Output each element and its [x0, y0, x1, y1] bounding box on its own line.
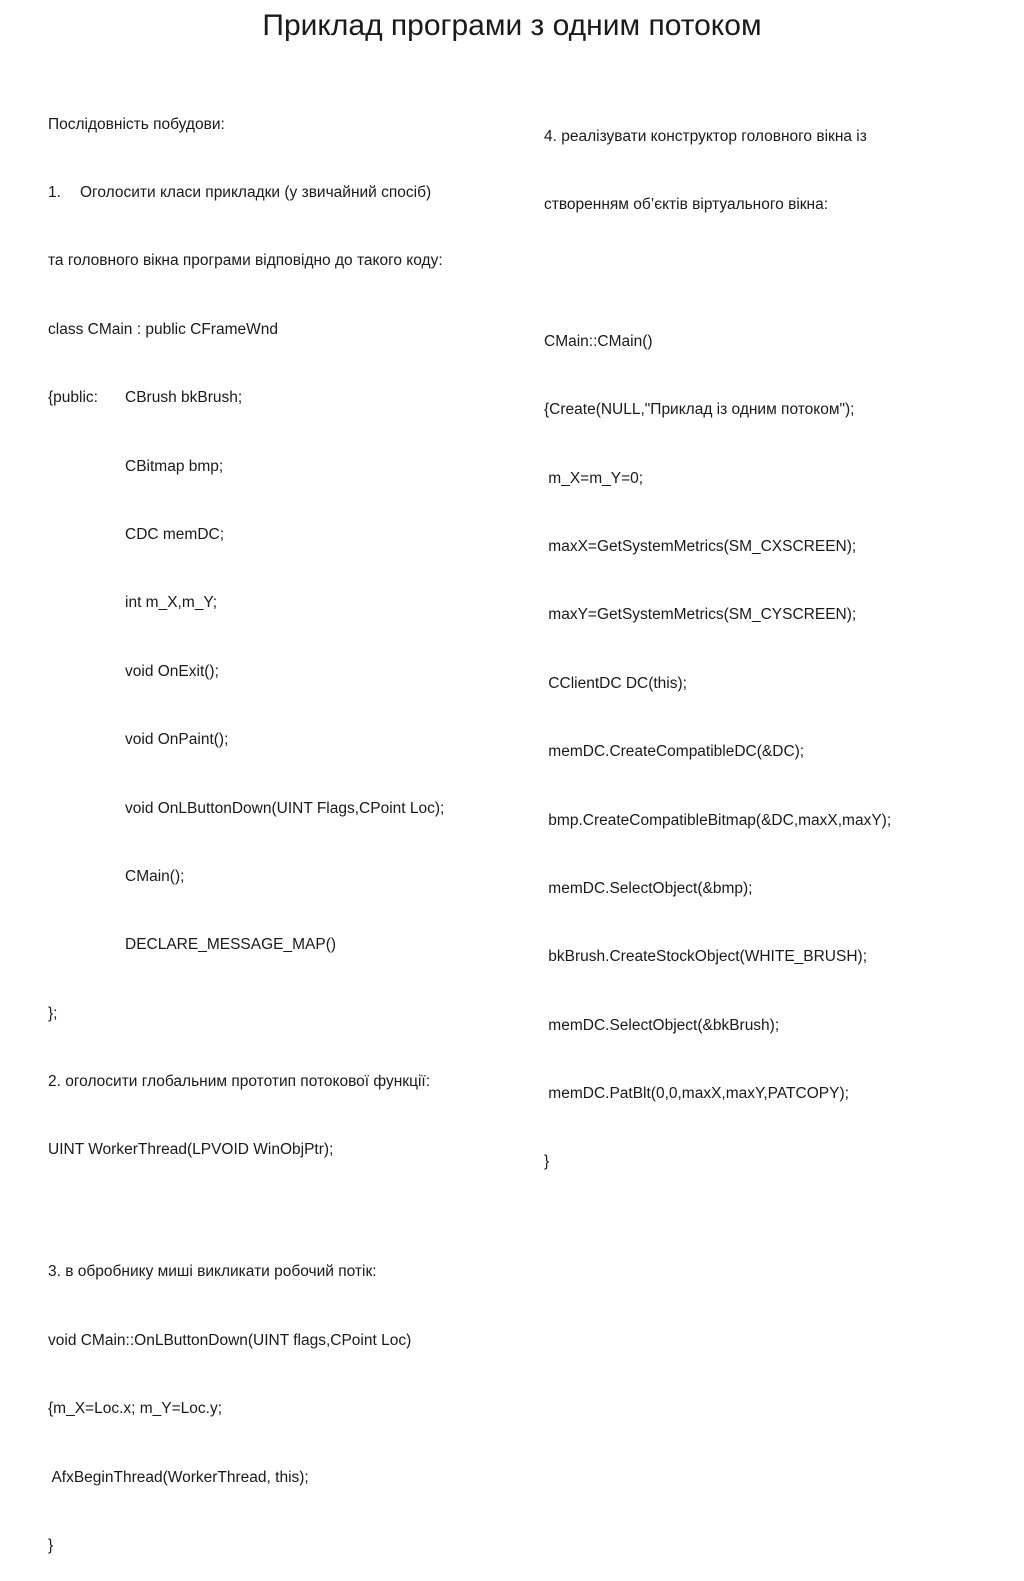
list-text: Оголосити класи прикладки (у звичайний спосіб) — [80, 183, 432, 201]
right-column — [544, 80, 1014, 1197]
code-line: CBitmap bmp; — [125, 457, 224, 475]
code-line: CClientDC DC(this); — [544, 674, 687, 692]
text-line: 3. в обробнику миші викликати робочий потік: — [48, 1263, 377, 1281]
code-line: CDC memDC; — [125, 525, 225, 543]
code-line: class CMain : public CFrameWnd — [48, 320, 278, 338]
code-line: int m_X,m_Y; — [125, 594, 218, 612]
text-line: Послідовність побудови: — [48, 115, 225, 133]
code-line: } — [48, 1537, 54, 1554]
code-line: void CMain::OnLButtonDown(UINT flags,CPoint Loc) — [48, 1331, 412, 1349]
numbered-line — [48, 182, 518, 205]
code-line: memDC.SelectObject(&bmp); — [544, 879, 753, 897]
code-line: {Create(NULL,"Приклад із одним потоком"); — [544, 401, 855, 419]
text-line: 4. реалізувати конструктор головного вікна із — [544, 127, 867, 145]
code-line: DECLARE_MESSAGE_MAP() — [125, 936, 337, 954]
code-line: }; — [48, 1004, 58, 1022]
code-line: UINT WorkerThread(LPVOID WinObjPtr); — [48, 1141, 334, 1159]
code-line: memDC.SelectObject(&bkBrush); — [544, 1016, 780, 1034]
code-line: memDC.PatBlt(0,0,maxX,maxY,PATCOPY); — [544, 1085, 849, 1103]
spacer — [48, 1208, 518, 1216]
code-line: void OnPaint(); — [125, 731, 229, 749]
code-line: } — [544, 1153, 550, 1171]
code-line: void OnLButtonDown(UINT Flags,CPoint Loc); — [125, 799, 445, 817]
code-line: bkBrush.CreateStockObject(WHITE_BRUSH); — [544, 948, 868, 966]
code-line: m_X=m_Y=0; — [544, 469, 644, 487]
code-keyword: {public: — [48, 389, 98, 407]
slide-title: Приклад програми з одним потоком — [262, 9, 762, 42]
code-line: maxY=GetSystemMetrics(SM_CYSCREEN); — [544, 606, 857, 624]
code-line: AfxBeginThread(WorkerThread, this); — [48, 1468, 309, 1486]
code-line: maxX=GetSystemMetrics(SM_CXSCREEN); — [544, 537, 857, 555]
code-line: CMain(); — [125, 867, 185, 885]
code-line: memDC.CreateCompatibleDC(&DC); — [544, 743, 805, 761]
text-line: та головного вікна програми відповідно до такого коду: — [48, 252, 443, 270]
code-line: {m_X=Loc.x; m_Y=Loc.y; — [48, 1400, 223, 1418]
left-column — [48, 68, 518, 1581]
code-line — [48, 387, 518, 410]
code-line: void OnExit(); — [125, 662, 219, 680]
text-line: 2. оголосити глобальним прототип потокової функції: — [48, 1073, 430, 1091]
text-line: створенням об’єктів віртуального вікна: — [544, 195, 829, 213]
code-line: bmp.CreateCompatibleBitmap(&DC,maxX,maxY); — [544, 811, 892, 829]
code-line: CMain::CMain() — [544, 332, 653, 350]
code-text: CBrush bkBrush; — [125, 389, 243, 407]
spacer — [544, 262, 1014, 285]
list-number: 1. — [48, 183, 61, 201]
